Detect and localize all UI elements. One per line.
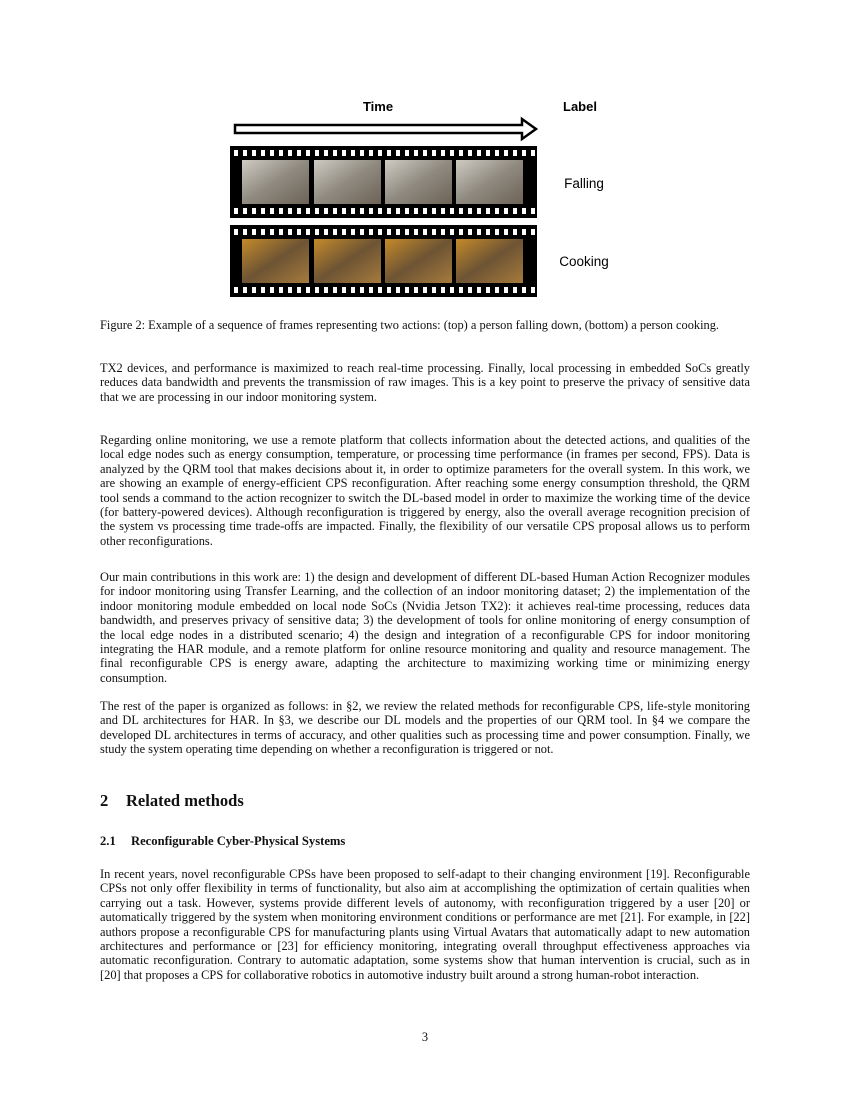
perforation [468, 150, 472, 156]
perforation [288, 287, 292, 293]
paragraph: Regarding online monitoring, we use a remote platform that collects information about the detected actions, and qualities of the local edge nodes such as energy consumption, temperature, or processing time performance (in frames per second, FPS). Data is analyzed by the QRM tool that makes decisions about it, in order to optimize parameters for the overall system. In this work, we are showing an example of energy-efficient CPS reconfiguration. After reaching some energy consumption threshold, the QRM tool sends a command to the action recognizer to switch the DL-based model in order to maximize the working time of the device (for battery-powered devices). Although reconfiguration is triggered by energy, also the overall average recognition precision of the system vs processing time trade-offs are impacted. Finally, the flexibility of our versatile CPS proposal allows us to perform other reconfigurations. [100, 433, 750, 548]
row-label-falling: Falling [564, 176, 604, 191]
perforation [369, 150, 373, 156]
perforation [378, 287, 382, 293]
video-frame [314, 239, 381, 283]
subsection-heading [100, 834, 345, 849]
figure-caption: Figure 2: Example of a sequence of frames representing two actions: (top) a person falling down, (bottom) a person cooking. [100, 318, 720, 332]
perforation [342, 150, 346, 156]
perforation [279, 229, 283, 235]
video-frame [456, 160, 523, 204]
perforation [423, 229, 427, 235]
perforation [252, 229, 256, 235]
perforation [486, 229, 490, 235]
perforation [351, 150, 355, 156]
perforation [495, 208, 499, 214]
perforation [324, 287, 328, 293]
perforation [279, 287, 283, 293]
perforation [405, 229, 409, 235]
perforation [252, 208, 256, 214]
perforation [351, 208, 355, 214]
perforation [450, 150, 454, 156]
perforation [369, 229, 373, 235]
perforation [378, 150, 382, 156]
video-frame [242, 160, 309, 204]
perforation [351, 229, 355, 235]
perforation [306, 287, 310, 293]
perforation [414, 208, 418, 214]
perforation [459, 229, 463, 235]
perforation [243, 229, 247, 235]
perforation [270, 150, 274, 156]
perforation [261, 229, 265, 235]
perforation [288, 208, 292, 214]
perforation [405, 208, 409, 214]
perforation [513, 208, 517, 214]
perforation [378, 229, 382, 235]
subsection-title: Reconfigurable Cyber-Physical Systems [131, 834, 346, 848]
perforation [342, 287, 346, 293]
perforation [396, 208, 400, 214]
perforation [513, 287, 517, 293]
perforation [477, 208, 481, 214]
perforation [324, 208, 328, 214]
perforation [324, 229, 328, 235]
perforation [477, 287, 481, 293]
perforation [495, 287, 499, 293]
perforation [531, 208, 535, 214]
video-frame [385, 239, 452, 283]
perforation [423, 208, 427, 214]
perforation [270, 287, 274, 293]
perforation [441, 229, 445, 235]
perforation [432, 150, 436, 156]
perforation [315, 229, 319, 235]
perforation [504, 287, 508, 293]
perforation [243, 208, 247, 214]
perforation [432, 208, 436, 214]
perforation [387, 150, 391, 156]
perforation [459, 208, 463, 214]
perforation [522, 229, 526, 235]
film-strip-cooking [230, 225, 537, 297]
perforation [324, 150, 328, 156]
perforation [405, 150, 409, 156]
perforation [288, 229, 292, 235]
perforation [504, 229, 508, 235]
perforation [342, 229, 346, 235]
video-frame [242, 239, 309, 283]
perforation [387, 208, 391, 214]
figure-2 [0, 0, 850, 310]
perforation [522, 208, 526, 214]
perforation [288, 150, 292, 156]
perforation [495, 150, 499, 156]
perforation [441, 150, 445, 156]
perforation [468, 208, 472, 214]
perforation [396, 150, 400, 156]
perforation [414, 150, 418, 156]
perforation [387, 229, 391, 235]
perforation [396, 229, 400, 235]
perforation [270, 208, 274, 214]
section-heading [100, 791, 244, 811]
perforation [234, 150, 238, 156]
perforation [333, 208, 337, 214]
perforation [333, 287, 337, 293]
paragraph: The rest of the paper is organized as follows: in §2, we review the related methods for reconfigurable CPS, life-style monitoring and DL architectures for HAR. In §3, we describe our DL models and the properties of our QRM tool. In §4 we compare the developed DL architectures in terms of accuracy, and other qualities such as processing time and power consumption. Finally, we study the system operating time depending on whether a reconfiguration is triggered or not. [100, 699, 750, 757]
perforation [486, 287, 490, 293]
label-header: Label [563, 99, 597, 114]
perforation [306, 150, 310, 156]
perforation [414, 287, 418, 293]
perforation [342, 208, 346, 214]
video-frame [385, 160, 452, 204]
perforation [252, 287, 256, 293]
perforation [279, 150, 283, 156]
perforation [414, 229, 418, 235]
perforation [315, 150, 319, 156]
perforation [360, 150, 364, 156]
perforation [531, 287, 535, 293]
perforation [495, 229, 499, 235]
paragraph: In recent years, novel reconfigurable CPSs have been proposed to self-adapt to their changing environment [19]. Reconfigurable CPSs not only offer flexibility in terms of functionality, but also aim at accomplishing the optimization of certain qualities when carrying out a task. However, systems provide different levels of autonomy, with reconfiguration triggered by a user [20] or automatically triggered by the system when monitoring environment conditions or performance are met [21]. For example, in [22] authors propose a reconfigurable CPS for manufacturing plants using Virtual Avatars that automatically adapt to new automation architectures and performance or [23] for efficiency monitoring, integrating overall throughput effectiveness approaches via automatic reconfiguration. Contrary to automatic adaptation, some systems show that human intervention is crucial, such as in [20] that proposes a CPS for collaborative robotics in automotive industry built around a strong human-robot interaction. [100, 867, 750, 982]
perforation [360, 229, 364, 235]
perforation [450, 229, 454, 235]
perforation [396, 287, 400, 293]
perforation [315, 287, 319, 293]
page-number: 3 [421, 1030, 429, 1044]
perforation [441, 208, 445, 214]
perforation [441, 287, 445, 293]
perforation [279, 208, 283, 214]
perforation [477, 150, 481, 156]
perforation [234, 208, 238, 214]
paragraph: Our main contributions in this work are: 1) the design and development of different DL-based Human Action Recognizer modules for indoor monitoring using Transfer Learning, and the collection of an indoor monitoring dataset; 2) the implementation of the indoor monitoring module embedded on local node SoCs (Nvidia Jetson TX2): it achieves real-time processing, reduces data bandwidth, and preserves privacy of sensitive data; 3) the development of tools for online monitoring of energy consumption of the local edge nodes in a distributed scenario; 4) the design and integration of a reconfigurable CPS for indoor monitoring integrating the HAR module, and a remote platform for online resource monitoring and quality and resource management. The final reconfigurable CPS is energy aware, adapting the architecture to maximizing working time or minimizing energy consumption. [100, 570, 750, 685]
perforation [297, 229, 301, 235]
perforation [306, 229, 310, 235]
perforation [531, 150, 535, 156]
perforation [459, 150, 463, 156]
perforation [522, 150, 526, 156]
perforation [333, 150, 337, 156]
perforation [432, 229, 436, 235]
perforation [486, 150, 490, 156]
perforation [297, 287, 301, 293]
perforation [261, 287, 265, 293]
perforation [234, 287, 238, 293]
perforation [513, 150, 517, 156]
section-title: Related methods [126, 791, 244, 810]
perforation [387, 287, 391, 293]
perforation [351, 287, 355, 293]
perforation [468, 287, 472, 293]
row-label-cooking: Cooking [559, 254, 609, 269]
perforation [360, 208, 364, 214]
perforation [522, 287, 526, 293]
perforation [315, 208, 319, 214]
video-frame [456, 239, 523, 283]
perforation [504, 150, 508, 156]
perforation [270, 229, 274, 235]
time-arrow-icon [235, 119, 536, 139]
perforation [333, 229, 337, 235]
perforation [423, 287, 427, 293]
perforation [405, 287, 409, 293]
perforation [360, 287, 364, 293]
perforation [459, 287, 463, 293]
perforation [432, 287, 436, 293]
perforation [261, 150, 265, 156]
perforation [423, 150, 427, 156]
time-label: Time [362, 99, 394, 114]
perforation [252, 150, 256, 156]
perforation [243, 287, 247, 293]
perforation [477, 229, 481, 235]
perforation [243, 150, 247, 156]
perforation [234, 229, 238, 235]
perforation [297, 150, 301, 156]
perforation [486, 208, 490, 214]
perforation [513, 229, 517, 235]
perforation [450, 287, 454, 293]
perforation [450, 208, 454, 214]
perforation [306, 208, 310, 214]
perforation [297, 208, 301, 214]
perforation [468, 229, 472, 235]
section-number: 2 [100, 791, 109, 810]
video-frame [314, 160, 381, 204]
perforation [378, 208, 382, 214]
perforation [369, 208, 373, 214]
film-strip-falling [230, 146, 537, 218]
perforation [261, 208, 265, 214]
perforation [504, 208, 508, 214]
paragraph: TX2 devices, and performance is maximized to reach real-time processing. Finally, local processing in embedded SoCs greatly reduces data bandwidth and prevents the transmission of raw images. This is a key point to preserve the privacy of sensitive data that we are processing in our indoor monitoring system. [100, 361, 750, 404]
subsection-number: 2.1 [100, 834, 116, 848]
perforation [369, 287, 373, 293]
perforation [531, 229, 535, 235]
